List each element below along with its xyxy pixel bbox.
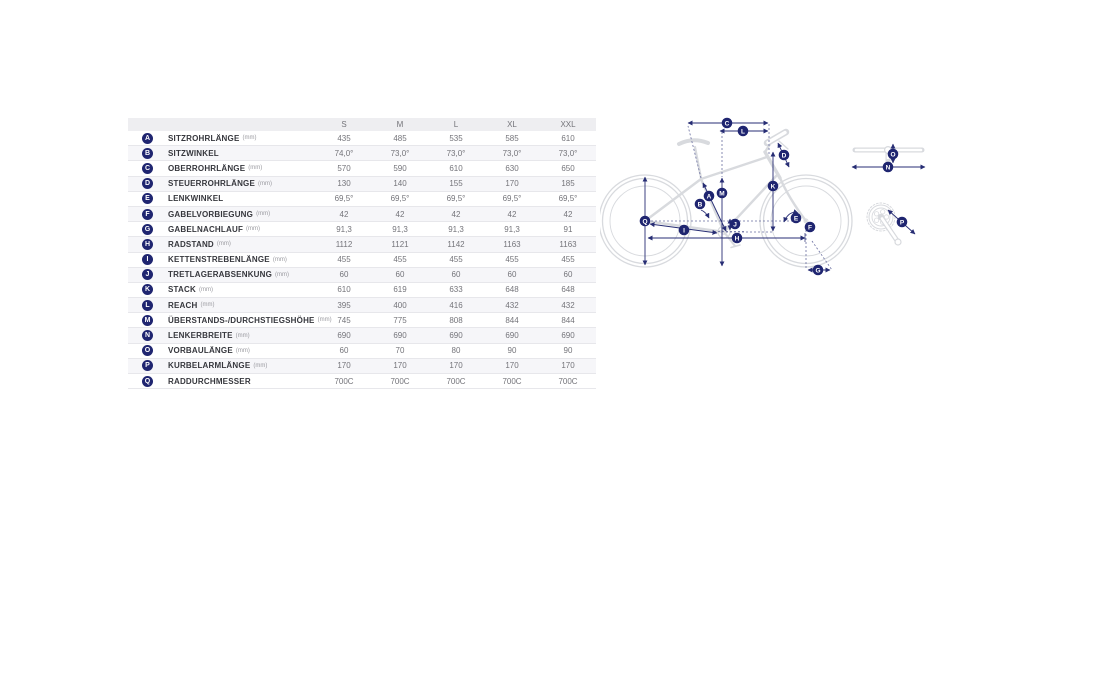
row-label-cell <box>128 360 316 371</box>
svg-text:N: N <box>885 164 891 172</box>
value-cell: 648 <box>505 285 519 295</box>
value-cell: 610 <box>449 163 463 173</box>
value-cell: 619 <box>393 285 407 295</box>
value-cell: 844 <box>505 315 519 325</box>
row-label-cell <box>128 254 316 265</box>
row-label: STACK <box>168 285 196 295</box>
diagram-badge-h <box>732 233 743 244</box>
value-cell: 69,5° <box>502 194 522 204</box>
row-unit: (mm) <box>256 211 271 218</box>
row-label-cell <box>128 163 316 174</box>
svg-text:Q: Q <box>642 218 648 226</box>
diagram-badge-i <box>679 225 690 236</box>
value-cell: 80 <box>451 346 461 356</box>
value-cell: 610 <box>561 133 575 143</box>
diagram-badge-m <box>717 188 728 199</box>
value-cell: 1112 <box>335 239 353 249</box>
svg-text:E: E <box>793 215 799 223</box>
diagram-badge-b <box>695 199 706 210</box>
row-unit: (mm) <box>235 347 250 354</box>
row-label-cell <box>128 300 316 311</box>
value-cell: 170 <box>505 361 519 371</box>
diagram-badge-f <box>805 222 816 233</box>
diagram-badge-k <box>768 181 779 192</box>
row-letter-badge: K <box>142 284 153 295</box>
value-cell: 69,5° <box>334 194 354 204</box>
value-cell: 91 <box>563 224 573 234</box>
size-column-header: XL <box>507 120 517 129</box>
row-unit: (mm) <box>235 332 250 339</box>
value-cell: 73,0° <box>446 148 466 158</box>
row-label-cell <box>128 284 316 295</box>
value-cell: 535 <box>449 133 463 143</box>
value-cell: 73,0° <box>390 148 410 158</box>
row-label-cell <box>128 315 332 326</box>
value-cell: 700C <box>334 376 354 386</box>
saddle <box>679 140 708 178</box>
table-row <box>128 131 596 146</box>
row-letter-badge: N <box>142 330 153 341</box>
value-cell: 455 <box>561 255 575 265</box>
value-cell: 485 <box>393 133 407 143</box>
value-cell: 630 <box>505 163 519 173</box>
diagram-badge-c <box>722 118 733 129</box>
svg-text:B: B <box>697 201 703 209</box>
row-unit: (mm) <box>198 286 213 293</box>
diagram-badge-e <box>791 213 802 224</box>
row-unit: (mm) <box>258 180 273 187</box>
helper-dashed-lines <box>647 124 832 270</box>
value-cell: 155 <box>449 179 463 189</box>
value-cell: 1142 <box>447 239 465 249</box>
table-row <box>128 161 596 176</box>
value-cell: 42 <box>563 209 573 219</box>
value-cell: 1163 <box>503 239 521 249</box>
value-cell: 690 <box>393 331 407 341</box>
value-cell: 60 <box>395 270 405 280</box>
row-unit: (mm) <box>248 165 263 172</box>
table-row <box>128 298 596 313</box>
value-cell: 690 <box>337 331 351 341</box>
value-cell: 700C <box>446 376 466 386</box>
row-letter-badge: F <box>142 209 153 220</box>
table-row <box>128 328 596 343</box>
value-cell: 633 <box>449 285 463 295</box>
table-row <box>128 374 596 389</box>
diagram-badge-g <box>813 265 824 276</box>
row-unit: (mm) <box>317 317 332 324</box>
row-unit: (mm) <box>216 241 231 248</box>
value-cell: 808 <box>449 315 463 325</box>
row-label-cell <box>128 376 316 387</box>
svg-text:P: P <box>899 219 905 227</box>
value-cell: 91,3 <box>336 224 352 234</box>
row-letter-badge: Q <box>142 376 153 387</box>
value-cell: 140 <box>393 179 407 189</box>
value-cell: 90 <box>507 346 517 356</box>
row-label: KETTENSTREBENLÄNGE <box>168 255 270 265</box>
size-column-header: S <box>341 120 347 129</box>
measurement-lines <box>645 123 925 270</box>
size-column-header: M <box>396 120 404 129</box>
diagram-badge-d <box>779 150 790 161</box>
row-label: RADSTAND <box>168 239 214 249</box>
value-cell: 395 <box>337 300 351 310</box>
value-cell: 60 <box>339 346 349 356</box>
bike-geometry-diagram <box>600 100 950 300</box>
value-cell: 690 <box>449 331 463 341</box>
diagram-badge-l <box>738 126 749 137</box>
row-label: KURBELARMLÄNGE <box>168 361 251 371</box>
row-letter-badge: M <box>142 315 153 326</box>
row-label: SITZROHRLÄNGE <box>168 133 240 143</box>
size-header-row <box>128 118 596 131</box>
value-cell: 648 <box>561 285 575 295</box>
diagram-badge-q <box>640 216 651 227</box>
row-unit: (mm) <box>253 362 268 369</box>
diagram-badge-n <box>883 162 894 173</box>
value-cell: 170 <box>449 361 463 371</box>
value-cell: 60 <box>507 270 517 280</box>
row-letter-badge: D <box>142 178 153 189</box>
value-cell: 170 <box>561 361 575 371</box>
value-cell: 432 <box>561 300 575 310</box>
row-label: LENKERBREITE <box>168 331 233 341</box>
crankset-view <box>867 203 901 245</box>
row-letter-badge: P <box>142 360 153 371</box>
svg-text:G: G <box>815 267 821 275</box>
value-cell: 700C <box>558 376 578 386</box>
value-cell: 590 <box>393 163 407 173</box>
row-label: REACH <box>168 300 198 310</box>
svg-text:H: H <box>734 235 740 243</box>
svg-text:A: A <box>706 193 712 201</box>
value-cell: 69,5° <box>446 194 466 204</box>
value-cell: 745 <box>337 315 351 325</box>
value-cell: 1163 <box>559 239 577 249</box>
value-cell: 69,5° <box>390 194 410 204</box>
value-cell: 650 <box>561 163 575 173</box>
value-cell: 432 <box>505 300 519 310</box>
row-letter-badge: B <box>142 148 153 159</box>
row-label: SITZWINKEL <box>168 148 219 158</box>
row-letter-badge: O <box>142 345 153 356</box>
table-row <box>128 237 596 252</box>
value-cell: 42 <box>451 209 461 219</box>
table-row <box>128 344 596 359</box>
value-cell: 435 <box>337 133 351 143</box>
bike-artwork <box>600 132 922 267</box>
row-letter-badge: G <box>142 224 153 235</box>
value-cell: 130 <box>337 179 351 189</box>
row-unit: (mm) <box>200 302 215 309</box>
value-cell: 185 <box>561 179 575 189</box>
svg-text:I: I <box>683 227 685 235</box>
handlebar-side <box>765 132 788 152</box>
row-label: TRETLAGERABSENKUNG <box>168 270 273 280</box>
measure-line-b <box>701 210 709 218</box>
row-unit: (mm) <box>272 256 287 263</box>
row-label-cell <box>128 269 316 280</box>
diagram-badge-a <box>704 191 715 202</box>
row-letter-badge: I <box>142 254 153 265</box>
row-label-cell <box>128 193 316 204</box>
row-label: GABELVORBIEGUNG <box>168 209 254 219</box>
row-letter-badge: H <box>142 239 153 250</box>
value-cell: 90 <box>563 346 573 356</box>
table-row <box>128 207 596 222</box>
svg-text:L: L <box>741 128 745 136</box>
diagram-badge-o <box>888 149 899 160</box>
row-label-cell <box>128 148 316 159</box>
diagram-badge-j <box>730 219 741 230</box>
row-label: STEUERROHRLÄNGE <box>168 179 256 189</box>
table-row <box>128 268 596 283</box>
value-cell: 42 <box>395 209 405 219</box>
value-cell: 170 <box>337 361 351 371</box>
value-cell: 570 <box>337 163 351 173</box>
row-letter-badge: A <box>142 133 153 144</box>
row-letter-badge: E <box>142 193 153 204</box>
row-letter-badge: L <box>142 300 153 311</box>
row-label-cell <box>128 330 316 341</box>
row-letter-badge: C <box>142 163 153 174</box>
svg-text:J: J <box>733 221 737 229</box>
svg-text:K: K <box>770 183 776 191</box>
table-row <box>128 313 596 328</box>
row-label: VORBAULÄNGE <box>168 346 233 356</box>
value-cell: 60 <box>339 270 349 280</box>
table-row <box>128 359 596 374</box>
table-row <box>128 222 596 237</box>
value-cell: 70 <box>395 346 405 356</box>
row-label: GABELNACHLAUF <box>168 224 244 234</box>
value-cell: 170 <box>505 179 519 189</box>
value-cell: 700C <box>390 376 410 386</box>
table-row <box>128 192 596 207</box>
value-cell: 690 <box>505 331 519 341</box>
value-cell: 73,0° <box>558 148 578 158</box>
value-cell: 91,3 <box>448 224 464 234</box>
row-unit: (mm) <box>246 226 261 233</box>
row-label: OBERROHRLÄNGE <box>168 163 246 173</box>
diagram-badge-p <box>897 217 908 228</box>
svg-text:F: F <box>808 224 812 232</box>
value-cell: 91,3 <box>392 224 408 234</box>
value-cell: 416 <box>449 300 463 310</box>
value-cell: 585 <box>505 133 519 143</box>
row-label: LENKWINKEL <box>168 194 224 204</box>
value-cell: 1121 <box>391 239 409 249</box>
row-label-cell <box>128 239 316 250</box>
row-unit: (mm) <box>242 135 257 142</box>
svg-text:D: D <box>781 152 787 160</box>
value-cell: 455 <box>449 255 463 265</box>
row-label-cell <box>128 178 316 189</box>
value-cell: 60 <box>563 270 573 280</box>
value-cell: 73,0° <box>502 148 522 158</box>
row-label: RADDURCHMESSER <box>168 376 251 386</box>
geometry-table <box>128 118 596 389</box>
value-cell: 69,5° <box>558 194 578 204</box>
value-cell: 700C <box>502 376 522 386</box>
value-cell: 42 <box>507 209 517 219</box>
row-unit: (mm) <box>275 271 290 278</box>
value-cell: 690 <box>561 331 575 341</box>
table-row <box>128 283 596 298</box>
value-cell: 91,3 <box>504 224 520 234</box>
value-cell: 455 <box>505 255 519 265</box>
row-label-cell <box>128 224 316 235</box>
geometry-table-body <box>128 131 596 389</box>
value-cell: 844 <box>561 315 575 325</box>
value-cell: 400 <box>393 300 407 310</box>
value-cell: 170 <box>393 361 407 371</box>
value-cell: 42 <box>339 209 349 219</box>
size-column-header: XXL <box>560 120 576 129</box>
value-cell: 775 <box>393 315 407 325</box>
svg-text:M: M <box>719 190 725 198</box>
svg-text:O: O <box>890 151 896 159</box>
row-label: ÜBERSTANDS-/DURCHSTIEGSHÖHE <box>168 315 315 325</box>
value-cell: 60 <box>451 270 461 280</box>
row-label-cell <box>128 345 316 356</box>
table-row <box>128 146 596 161</box>
value-cell: 74,0° <box>334 148 354 158</box>
row-letter-badge: J <box>142 269 153 280</box>
table-row <box>128 253 596 268</box>
value-cell: 455 <box>393 255 407 265</box>
row-label-cell <box>128 133 316 144</box>
size-column-header: L <box>453 120 459 129</box>
value-cell: 455 <box>337 255 351 265</box>
table-row <box>128 177 596 192</box>
row-label-cell <box>128 209 316 220</box>
value-cell: 610 <box>337 285 351 295</box>
svg-text:C: C <box>724 120 730 128</box>
